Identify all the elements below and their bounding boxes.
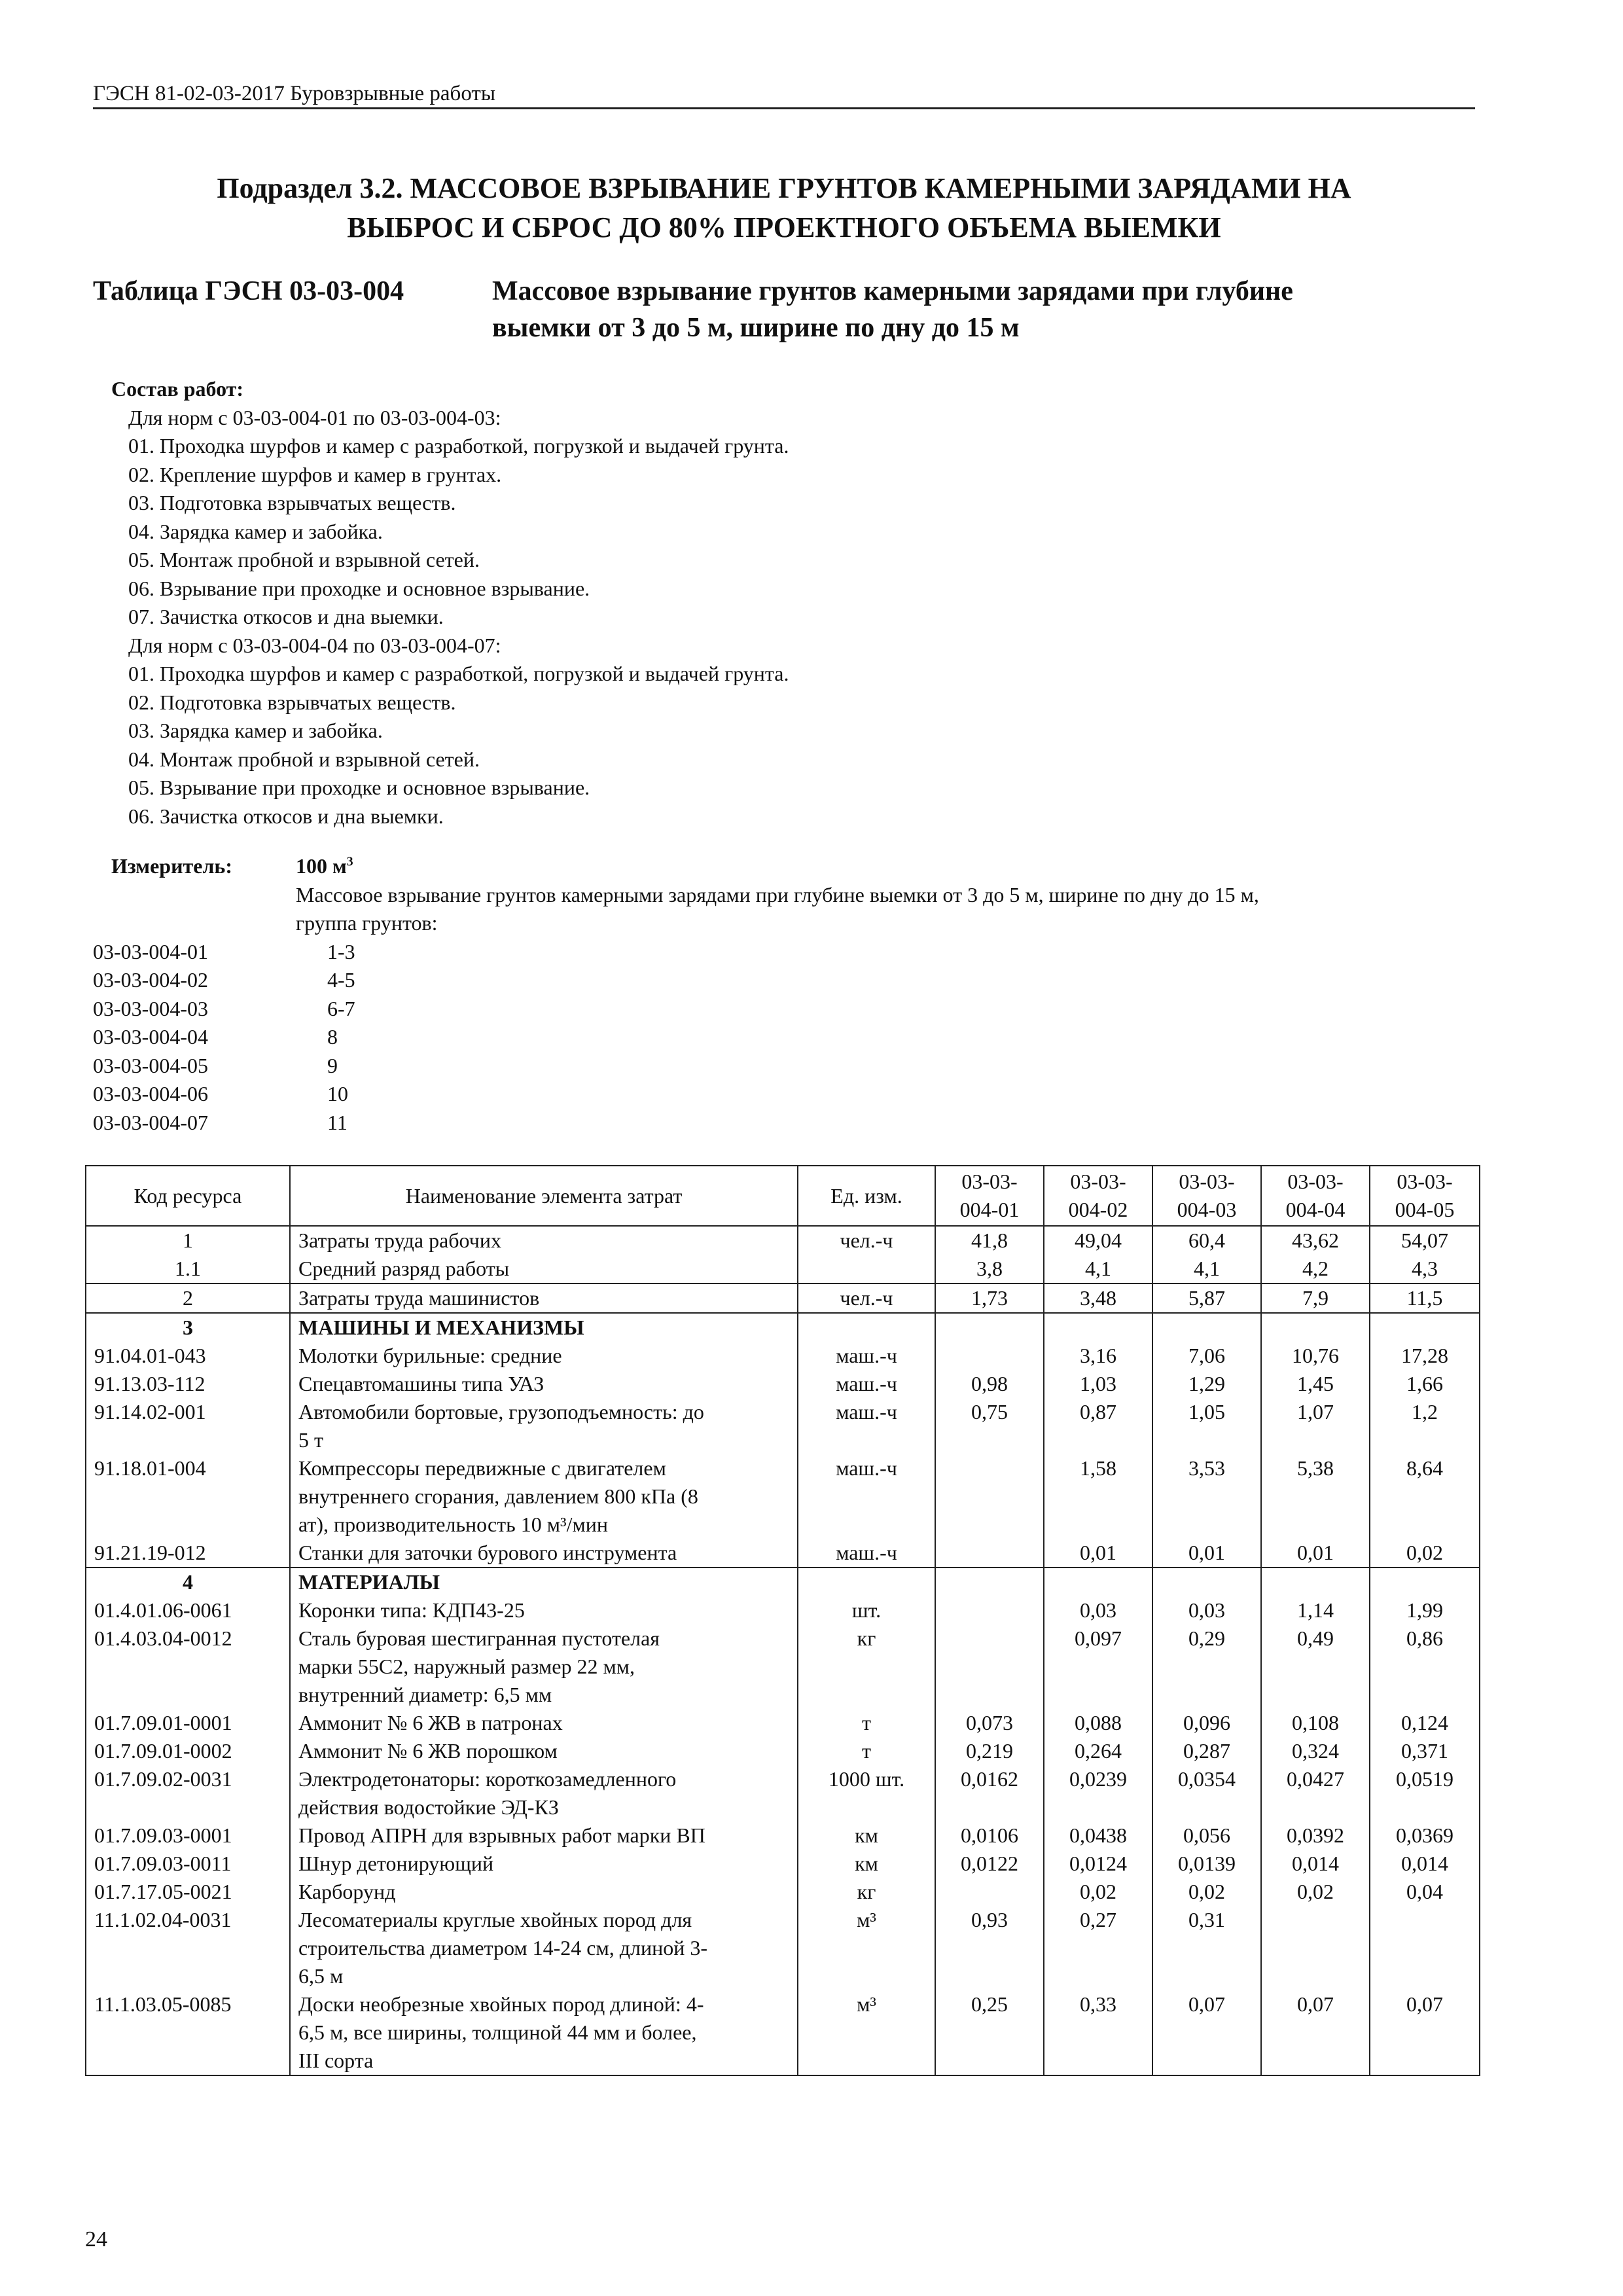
norm-value: 0,87 xyxy=(1044,1398,1152,1454)
norm-value xyxy=(935,1539,1044,1568)
work-composition-item: 07. Зачистка откосов и дна выемки. xyxy=(128,605,444,628)
table-header-row xyxy=(86,1166,1480,1226)
norm-value: 0,02 xyxy=(1261,1878,1370,1906)
work-composition-item: 05. Взрывание при проходке и основное взрывание. xyxy=(128,776,590,799)
norm-value: 4,1 xyxy=(1152,1255,1261,1283)
resource-code: 91.14.02-001 xyxy=(86,1398,290,1454)
norm-value: 0,29 xyxy=(1152,1624,1261,1709)
norm-value: 0,0124 xyxy=(1044,1850,1152,1878)
resource-unit: т xyxy=(798,1709,935,1737)
work-composition-item: 06. Взрывание при проходке и основное взрывание. xyxy=(128,576,590,600)
table-row xyxy=(86,1255,1480,1283)
table-row xyxy=(86,1454,1480,1539)
norm-value: 5,87 xyxy=(1152,1283,1261,1313)
header-norm: 03-03- 004-03 xyxy=(1152,1166,1261,1226)
section-title xyxy=(93,169,1475,247)
norm-value: 0,98 xyxy=(935,1370,1044,1398)
resource-name: Молотки бурильные: средние xyxy=(290,1342,798,1370)
table-row xyxy=(86,1342,1480,1370)
norm-value: 0,01 xyxy=(1044,1539,1152,1568)
norm-value: 0,014 xyxy=(1370,1850,1480,1878)
norm-value: 11,5 xyxy=(1370,1283,1480,1313)
norm-value: 0,088 xyxy=(1044,1709,1152,1737)
norm-value: 3,48 xyxy=(1044,1283,1152,1313)
norm-value xyxy=(935,1313,1044,1342)
norm-value: 0,07 xyxy=(1370,1990,1480,2075)
resource-code: 01.7.09.01-0002 xyxy=(86,1737,290,1765)
table-row xyxy=(86,1990,1480,2075)
norm-value xyxy=(935,1624,1044,1709)
norm-value: 0,02 xyxy=(1044,1878,1152,1906)
work-composition-item: Для норм с 03-03-004-01 по 03-03-004-03: xyxy=(128,405,501,429)
table-caption-line: Массовое взрывание грунтов камерными зарядами при глубине xyxy=(492,276,1293,306)
norm-value: 0,097 xyxy=(1044,1624,1152,1709)
soil-group: 4-5 xyxy=(327,968,355,992)
header-norm: 03-03- 004-02 xyxy=(1044,1166,1152,1226)
resource-name: Автомобили бортовые, грузоподъемность: до 5 т xyxy=(290,1398,798,1454)
work-composition-list xyxy=(93,404,1500,831)
norm-group-row xyxy=(93,966,1500,995)
resource-unit: м³ xyxy=(798,1906,935,1990)
norm-value: 0,03 xyxy=(1044,1596,1152,1624)
resource-code: 3 xyxy=(86,1313,290,1342)
resource-name: Шнур детонирующий xyxy=(290,1850,798,1878)
table-row xyxy=(86,1226,1480,1255)
norm-value: 1,45 xyxy=(1261,1370,1370,1398)
work-composition-heading: Состав работ: xyxy=(111,377,244,401)
norm-value: 0,0139 xyxy=(1152,1850,1261,1878)
work-composition-item: 05. Монтаж пробной и взрывной сетей. xyxy=(128,548,480,571)
section-title-line: ВЫБРОС И СБРОС ДО 80% ПРОЕКТНОГО ОБЪЕМА ВЫЕМКИ xyxy=(347,211,1221,243)
table-caption-line: выемки от 3 до 5 м, ширине по дну до 15 м xyxy=(492,313,1020,343)
resource-unit: кг xyxy=(798,1624,935,1709)
work-composition-item: 04. Зарядка камер и забойка. xyxy=(128,519,383,543)
norm-value xyxy=(935,1878,1044,1906)
resource-code: 01.4.01.06-0061 xyxy=(86,1596,290,1624)
norm-value: 10,76 xyxy=(1261,1342,1370,1370)
resource-name: Станки для заточки бурового инструмента xyxy=(290,1539,798,1568)
norm-value: 0,31 xyxy=(1152,1906,1261,1990)
norm-value: 0,01 xyxy=(1152,1539,1261,1568)
resource-code: 1.1 xyxy=(86,1255,290,1283)
table-row xyxy=(86,1568,1480,1596)
norm-code: 03-03-004-02 xyxy=(93,968,208,992)
table-row xyxy=(86,1709,1480,1737)
resource-unit: 1000 шт. xyxy=(798,1765,935,1821)
norm-value: 0,014 xyxy=(1261,1850,1370,1878)
resource-unit: маш.-ч xyxy=(798,1454,935,1539)
resource-unit: маш.-ч xyxy=(798,1539,935,1568)
norm-value: 0,264 xyxy=(1044,1737,1152,1765)
norm-value: 1,07 xyxy=(1261,1398,1370,1454)
resource-code: 1 xyxy=(86,1226,290,1255)
table-row xyxy=(86,1821,1480,1850)
norm-value: 0,0106 xyxy=(935,1821,1044,1850)
header-norm: 03-03- 004-05 xyxy=(1370,1166,1480,1226)
norm-value: 17,28 xyxy=(1370,1342,1480,1370)
resource-name: Средний разряд работы xyxy=(290,1255,798,1283)
norm-value: 0,04 xyxy=(1370,1878,1480,1906)
norm-value: 60,4 xyxy=(1152,1226,1261,1255)
norm-value xyxy=(1370,1568,1480,1596)
norm-group-row xyxy=(93,1109,1500,1138)
work-composition-item: Для норм с 03-03-004-04 по 03-03-004-07: xyxy=(128,633,501,657)
work-composition-item: 04. Монтаж пробной и взрывной сетей. xyxy=(128,747,480,771)
norm-value: 0,0162 xyxy=(935,1765,1044,1821)
work-composition xyxy=(93,375,1500,831)
resource-name: Компрессоры передвижные с двигателем внутреннего сгорания, давлением 800 кПа (8 ат), производительность 10 м³/мин xyxy=(290,1454,798,1539)
norm-value: 0,01 xyxy=(1261,1539,1370,1568)
resource-unit xyxy=(798,1255,935,1283)
norm-value: 0,07 xyxy=(1261,1990,1370,2075)
resource-name: МАТЕРИАЛЫ xyxy=(290,1568,798,1596)
norm-value: 3,16 xyxy=(1044,1342,1152,1370)
resource-code: 91.13.03-112 xyxy=(86,1370,290,1398)
norm-value: 1,73 xyxy=(935,1283,1044,1313)
resource-unit: км xyxy=(798,1850,935,1878)
norm-value: 7,9 xyxy=(1261,1283,1370,1313)
norm-value xyxy=(1044,1568,1152,1596)
norm-value: 0,096 xyxy=(1152,1709,1261,1737)
norm-value: 4,1 xyxy=(1044,1255,1152,1283)
norm-value xyxy=(1370,1313,1480,1342)
norm-value xyxy=(1261,1313,1370,1342)
resource-name: Карборунд xyxy=(290,1878,798,1906)
norm-value: 49,04 xyxy=(1044,1226,1152,1255)
soil-group: 6-7 xyxy=(327,996,355,1020)
norm-value: 0,0438 xyxy=(1044,1821,1152,1850)
norm-value: 0,0122 xyxy=(935,1850,1044,1878)
resource-name: Аммонит № 6 ЖВ в патронах xyxy=(290,1709,798,1737)
table-row xyxy=(86,1398,1480,1454)
norm-value: 0,0239 xyxy=(1044,1765,1152,1821)
work-composition-item: 01. Проходка шурфов и камер с разработкой, погрузкой и выдачей грунта. xyxy=(128,434,789,457)
resource-code: 11.1.03.05-0085 xyxy=(86,1990,290,2075)
resource-code: 01.7.17.05-0021 xyxy=(86,1878,290,1906)
resource-name: Аммонит № 6 ЖВ порошком xyxy=(290,1737,798,1765)
resource-table xyxy=(85,1165,1480,2076)
resource-unit xyxy=(798,1568,935,1596)
resource-unit: маш.-ч xyxy=(798,1398,935,1454)
resource-name: Электродетонаторы: короткозамедленного действия водостойкие ЭД-КЗ xyxy=(290,1765,798,1821)
resource-name: Провод АПРН для взрывных работ марки ВП xyxy=(290,1821,798,1850)
table-row xyxy=(86,1850,1480,1878)
table-row xyxy=(86,1313,1480,1342)
table-row xyxy=(86,1624,1480,1709)
meter-unit: 100 $м^3$ xyxy=(296,854,353,878)
norm-code: 03-03-004-01 xyxy=(93,939,208,963)
resource-code: 91.21.19-012 xyxy=(86,1539,290,1568)
resource-unit: маш.-ч xyxy=(798,1342,935,1370)
norm-value: 1,29 xyxy=(1152,1370,1261,1398)
resource-unit: т xyxy=(798,1737,935,1765)
norm-value: 1,03 xyxy=(1044,1370,1152,1398)
header-unit: Ед. изм. xyxy=(798,1166,935,1226)
norm-value: 0,02 xyxy=(1370,1539,1480,1568)
norm-value: 0,75 xyxy=(935,1398,1044,1454)
resource-unit: км xyxy=(798,1821,935,1850)
table-row xyxy=(86,1878,1480,1906)
work-composition-item: 03. Зарядка камер и забойка. xyxy=(128,719,383,742)
norm-group-list xyxy=(93,938,1500,1138)
norm-value xyxy=(1152,1568,1261,1596)
norm-value xyxy=(1044,1313,1152,1342)
resource-unit: чел.-ч xyxy=(798,1226,935,1255)
table-row xyxy=(86,1596,1480,1624)
soil-group: 1-3 xyxy=(327,939,355,963)
norm-value: 1,14 xyxy=(1261,1596,1370,1624)
norm-value: 0,03 xyxy=(1152,1596,1261,1624)
resource-code: 2 xyxy=(86,1283,290,1313)
table-row xyxy=(86,1283,1480,1313)
norm-value: 5,38 xyxy=(1261,1454,1370,1539)
resource-name: МАШИНЫ И МЕХАНИЗМЫ xyxy=(290,1313,798,1342)
running-header: ГЭСН 81-02-03-2017 Буровзрывные работы xyxy=(93,80,1475,109)
norm-value xyxy=(1261,1906,1370,1990)
soil-group: 11 xyxy=(327,1110,348,1134)
resource-unit: чел.-ч xyxy=(798,1283,935,1313)
norm-code: 03-03-004-04 xyxy=(93,1025,208,1049)
resource-name: Доски необрезные хвойных пород длиной: 4- 6,5 м, все ширины, толщиной 44 мм и более, III сорта xyxy=(290,1990,798,2075)
resource-name: Коронки типа: КДП43-25 xyxy=(290,1596,798,1624)
norm-value: 0,07 xyxy=(1152,1990,1261,2075)
norm-value: 0,0519 xyxy=(1370,1765,1480,1821)
norm-code: 03-03-004-05 xyxy=(93,1053,208,1077)
header-norm: 03-03- 004-01 xyxy=(935,1166,1044,1226)
table-caption xyxy=(492,273,1461,346)
norm-value xyxy=(1152,1313,1261,1342)
norm-value: 7,06 xyxy=(1152,1342,1261,1370)
resource-name: Сталь буровая шестигранная пустотелая марки 55С2, наружный размер 22 мм, внутренний диаметр: 6,5 мм xyxy=(290,1624,798,1709)
resource-code: 01.7.09.03-0001 xyxy=(86,1821,290,1850)
resource-name: Затраты труда машинистов xyxy=(290,1283,798,1313)
norm-value: 1,66 xyxy=(1370,1370,1480,1398)
resource-unit xyxy=(798,1313,935,1342)
norm-value: 4,3 xyxy=(1370,1255,1480,1283)
resource-unit: шт. xyxy=(798,1596,935,1624)
table-label: Таблица ГЭСН 03-03-004 xyxy=(93,276,404,306)
resource-code: 01.7.09.01-0001 xyxy=(86,1709,290,1737)
norm-value xyxy=(1261,1568,1370,1596)
norm-value: 0,124 xyxy=(1370,1709,1480,1737)
resource-name: Лесоматериалы круглые хвойных пород для строительства диаметром 14-24 см, длиной 3- 6,5 м xyxy=(290,1906,798,1990)
norm-code: 03-03-004-03 xyxy=(93,996,208,1020)
resource-code: 91.18.01-004 xyxy=(86,1454,290,1539)
soil-group: 9 xyxy=(327,1053,338,1077)
resource-unit: маш.-ч xyxy=(798,1370,935,1398)
norm-value: 1,2 xyxy=(1370,1398,1480,1454)
norm-value: 0,073 xyxy=(935,1709,1044,1737)
norm-value: 54,07 xyxy=(1370,1226,1480,1255)
table-row xyxy=(86,1539,1480,1568)
norm-group-row xyxy=(93,995,1500,1024)
norm-value: 0,324 xyxy=(1261,1737,1370,1765)
norm-value: 0,27 xyxy=(1044,1906,1152,1990)
norm-value: 0,0427 xyxy=(1261,1765,1370,1821)
resource-code: 01.4.03.04-0012 xyxy=(86,1624,290,1709)
norm-value: 0,33 xyxy=(1044,1990,1152,2075)
norm-value: 3,8 xyxy=(935,1255,1044,1283)
norm-value xyxy=(935,1342,1044,1370)
norm-value xyxy=(935,1568,1044,1596)
norm-value: 0,25 xyxy=(935,1990,1044,2075)
norm-value: 0,371 xyxy=(1370,1737,1480,1765)
work-composition-item: 02. Крепление шурфов и камер в грунтах. xyxy=(128,462,502,486)
norm-value: 0,219 xyxy=(935,1737,1044,1765)
norm-value xyxy=(935,1596,1044,1624)
norm-value: 0,86 xyxy=(1370,1624,1480,1709)
norm-group-row xyxy=(93,938,1500,967)
norm-code: 03-03-004-06 xyxy=(93,1082,208,1105)
norm-value: 43,62 xyxy=(1261,1226,1370,1255)
norm-value: 3,53 xyxy=(1152,1454,1261,1539)
meter-description: Массовое взрывание грунтов камерными зарядами при глубине выемки от 3 до 5 м, ширине по дну до 15 м, группа грунтов: xyxy=(296,882,1259,935)
norm-value: 1,58 xyxy=(1044,1454,1152,1539)
norm-value: 8,64 xyxy=(1370,1454,1480,1539)
resource-unit: кг xyxy=(798,1878,935,1906)
soil-group: 10 xyxy=(327,1082,348,1105)
resource-code: 4 xyxy=(86,1568,290,1596)
norm-value: 0,108 xyxy=(1261,1709,1370,1737)
work-composition-item: 03. Подготовка взрывчатых веществ. xyxy=(128,491,456,514)
norm-value: 0,49 xyxy=(1261,1624,1370,1709)
norm-value: 1,99 xyxy=(1370,1596,1480,1624)
table-row xyxy=(86,1906,1480,1990)
table-row xyxy=(86,1765,1480,1821)
norm-value: 0,93 xyxy=(935,1906,1044,1990)
resource-unit: м³ xyxy=(798,1990,935,2075)
norm-value: 0,0354 xyxy=(1152,1765,1261,1821)
norm-value: 41,8 xyxy=(935,1226,1044,1255)
meter-label: Измеритель: xyxy=(111,854,232,878)
meter-block xyxy=(93,852,1500,1137)
norm-group-row xyxy=(93,1023,1500,1052)
soil-group: 8 xyxy=(327,1025,338,1049)
norm-group-row xyxy=(93,1052,1500,1081)
section-title-line: Подраздел 3.2. МАССОВОЕ ВЗРЫВАНИЕ ГРУНТОВ КАМЕРНЫМИ ЗАРЯДАМИ НА xyxy=(217,172,1351,204)
norm-value: 0,287 xyxy=(1152,1737,1261,1765)
work-composition-item: 01. Проходка шурфов и камер с разработкой, погрузкой и выдачей грунта. xyxy=(128,662,789,685)
work-composition-item: 06. Зачистка откосов и дна выемки. xyxy=(128,804,444,828)
norm-value: 0,0369 xyxy=(1370,1821,1480,1850)
norm-value: 0,0392 xyxy=(1261,1821,1370,1850)
resource-code: 91.04.01-043 xyxy=(86,1342,290,1370)
resource-name: Спецавтомашины типа УАЗ xyxy=(290,1370,798,1398)
table-row xyxy=(86,1370,1480,1398)
norm-value: 1,05 xyxy=(1152,1398,1261,1454)
resource-code: 01.7.09.03-0011 xyxy=(86,1850,290,1878)
header-name: Наименование элемента затрат xyxy=(290,1166,798,1226)
resource-code: 11.1.02.04-0031 xyxy=(86,1906,290,1990)
resource-code: 01.7.09.02-0031 xyxy=(86,1765,290,1821)
page-number: 24 xyxy=(85,2227,107,2251)
resource-name: Затраты труда рабочих xyxy=(290,1226,798,1255)
norm-value xyxy=(1370,1906,1480,1990)
norm-value: 4,2 xyxy=(1261,1255,1370,1283)
header-code: Код ресурса xyxy=(86,1166,290,1226)
norm-value: 0,02 xyxy=(1152,1878,1261,1906)
norm-value: 0,056 xyxy=(1152,1821,1261,1850)
norm-value xyxy=(935,1454,1044,1539)
work-composition-item: 02. Подготовка взрывчатых веществ. xyxy=(128,690,456,714)
norm-code: 03-03-004-07 xyxy=(93,1110,208,1134)
table-row xyxy=(86,1737,1480,1765)
norm-group-row xyxy=(93,1080,1500,1109)
header-norm: 03-03- 004-04 xyxy=(1261,1166,1370,1226)
